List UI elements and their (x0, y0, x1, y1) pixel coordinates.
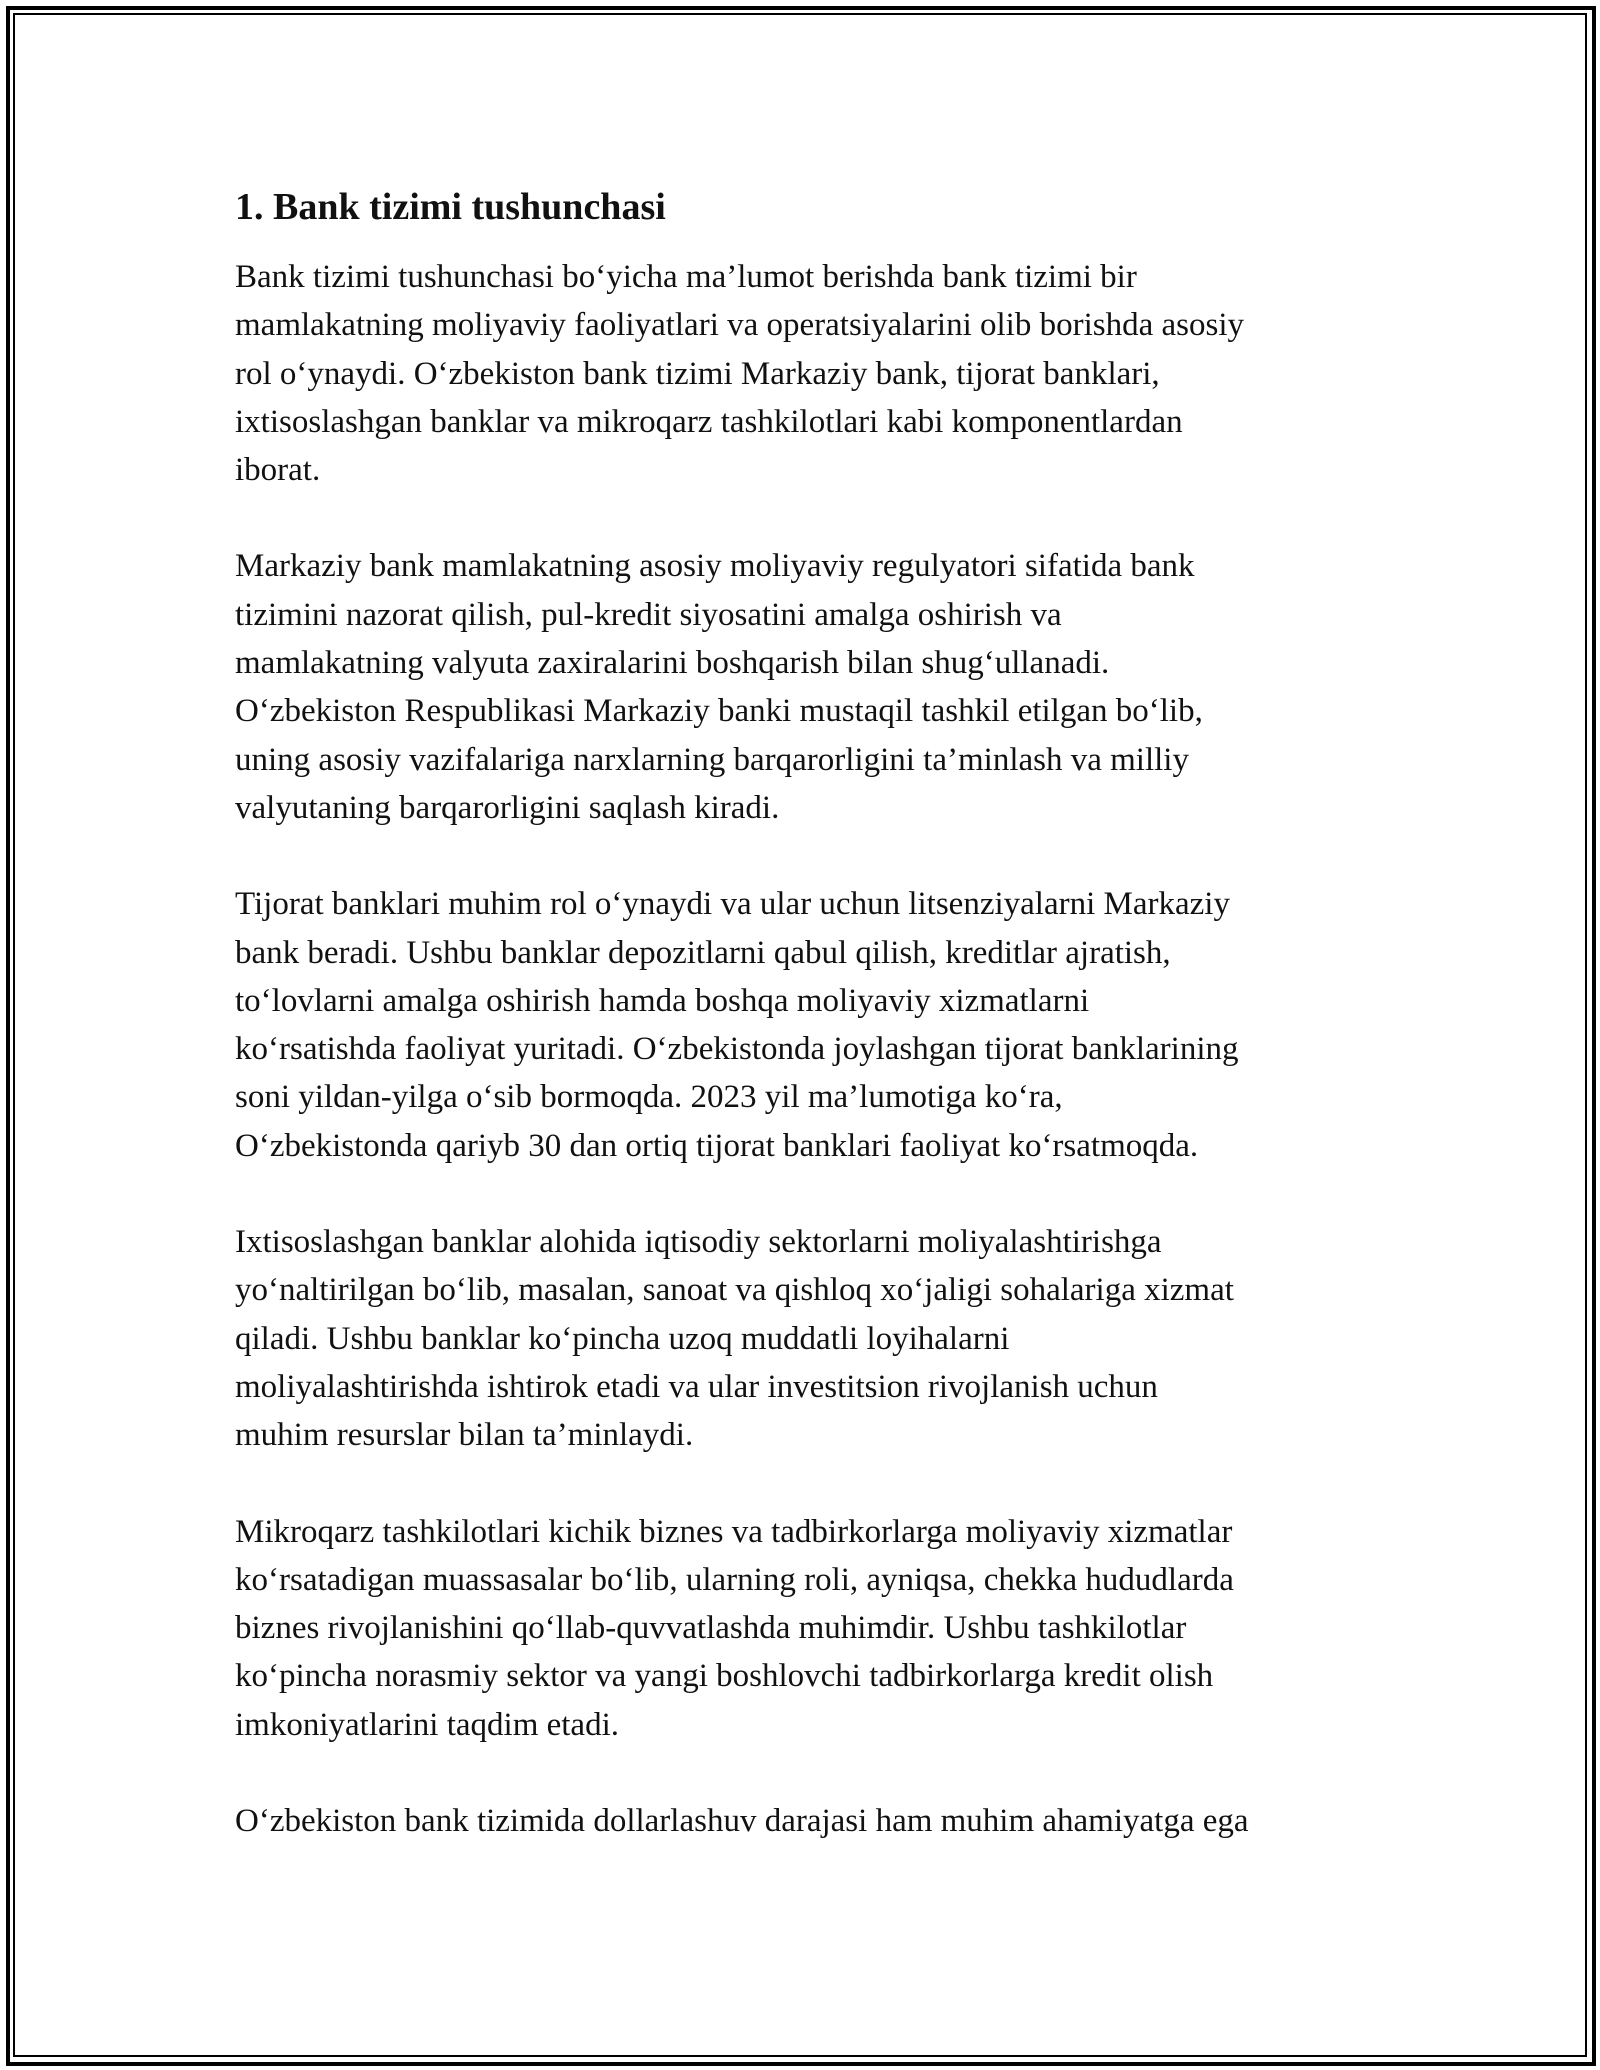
paragraph-list (235, 253, 1375, 1845)
paragraph-line: ko‘rsatishda faoliyat yuritadi. O‘zbekistonda joylashgan tijorat banklarining (235, 1031, 1239, 1068)
paragraph-line: imkoniyatlarini taqdim etadi. (235, 1706, 619, 1743)
paragraph-line: Markaziy bank mamlakatning asosiy moliyaviy regulyatori sifatida bank (235, 548, 1195, 585)
paragraph-line: rol o‘ynaydi. O‘zbekiston bank tizimi Markaziy bank, tijorat banklari, (235, 355, 1160, 392)
paragraph-line: ko‘pincha norasmiy sektor va yangi boshlovchi tadbirkorlarga kredit olish (235, 1658, 1214, 1695)
paragraph-line: Tijorat banklari muhim rol o‘ynaydi va ular uchun litsenziyalarni Markaziy (235, 886, 1230, 923)
paragraph-line: O‘zbekiston bank tizimida dollarlashuv darajasi ham muhim ahamiyatga ega (235, 1803, 1249, 1840)
paragraph-line: moliyalashtirishda ishtirok etadi va ular investitsion rivojlanish uchun (235, 1368, 1158, 1405)
paragraph-line: Ixtisoslashgan banklar alohida iqtisodiy sektorlarni moliyalashtirishga (235, 1224, 1162, 1261)
section-heading: 1. Bank tizimi tushunchasi (235, 186, 666, 228)
paragraph-line: soni yildan-yilga o‘sib bormoqda. 2023 yil ma’lumotiga ko‘ra, (235, 1079, 1063, 1116)
paragraph-line: Mikroqarz tashkilotlari kichik biznes va tadbirkorlarga moliyaviy xizmatlar (235, 1513, 1233, 1550)
paragraph-line: iborat. (235, 452, 321, 489)
paragraph (235, 253, 1375, 494)
paragraph-line: ixtisoslashgan banklar va mikroqarz tashkilotlari kabi komponentlardan (235, 403, 1183, 440)
paragraph-line: Bank tizimi tushunchasi bo‘yicha ma’lumot berishda bank tizimi bir (235, 259, 1137, 295)
paragraph (235, 880, 1375, 1170)
paragraph (235, 1508, 1375, 1749)
paragraph-line: O‘zbekiston Respublikasi Markaziy banki mustaqil tashkil etilgan bo‘lib, (235, 693, 1203, 730)
paragraph-line: muhim resurslar bilan ta’minlaydi. (235, 1417, 694, 1454)
paragraph-line: yo‘naltirilgan bo‘lib, masalan, sanoat va qishloq xo‘jaligi sohalariga xizmat (235, 1272, 1234, 1309)
paragraph-line: bank beradi. Ushbu banklar depozitlarni qabul qilish, kreditlar ajratish, (235, 934, 1171, 971)
paragraph-line: ko‘rsatadigan muassasalar bo‘lib, ularning roli, ayniqsa, chekka hududlarda (235, 1561, 1234, 1598)
paragraph (235, 1218, 1375, 1459)
document-body (235, 183, 1375, 1893)
paragraph-line: mamlakatning valyuta zaxiralarini boshqarish bilan shug‘ullanadi. (235, 645, 1110, 682)
paragraph-line: tizimini nazorat qilish, pul-kredit siyosatini amalga oshirish va (235, 596, 1062, 633)
paragraph-line: uning asosiy vazifalariga narxlarning barqarorligini ta’minlash va milliy (235, 741, 1189, 778)
paragraph-line: to‘lovlarni amalga oshirish hamda boshqa moliyaviy xizmatlarni (235, 982, 1090, 1019)
paragraph-line: qiladi. Ushbu banklar ko‘pincha uzoq muddatli loyihalarni (235, 1320, 1010, 1357)
paragraph (235, 1797, 1375, 1845)
paragraph-line: mamlakatning moliyaviy faoliyatlari va operatsiyalarini olib borishda asosiy (235, 307, 1244, 344)
paragraph (235, 542, 1375, 832)
paragraph-line: valyutaning barqarorligini saqlash kiradi. (235, 789, 780, 826)
paragraph-line: O‘zbekistonda qariyb 30 dan ortiq tijorat banklari faoliyat ko‘rsatmoqda. (235, 1127, 1199, 1164)
paragraph-line: biznes rivojlanishini qo‘llab-quvvatlashda muhimdir. Ushbu tashkilotlar (235, 1610, 1187, 1647)
